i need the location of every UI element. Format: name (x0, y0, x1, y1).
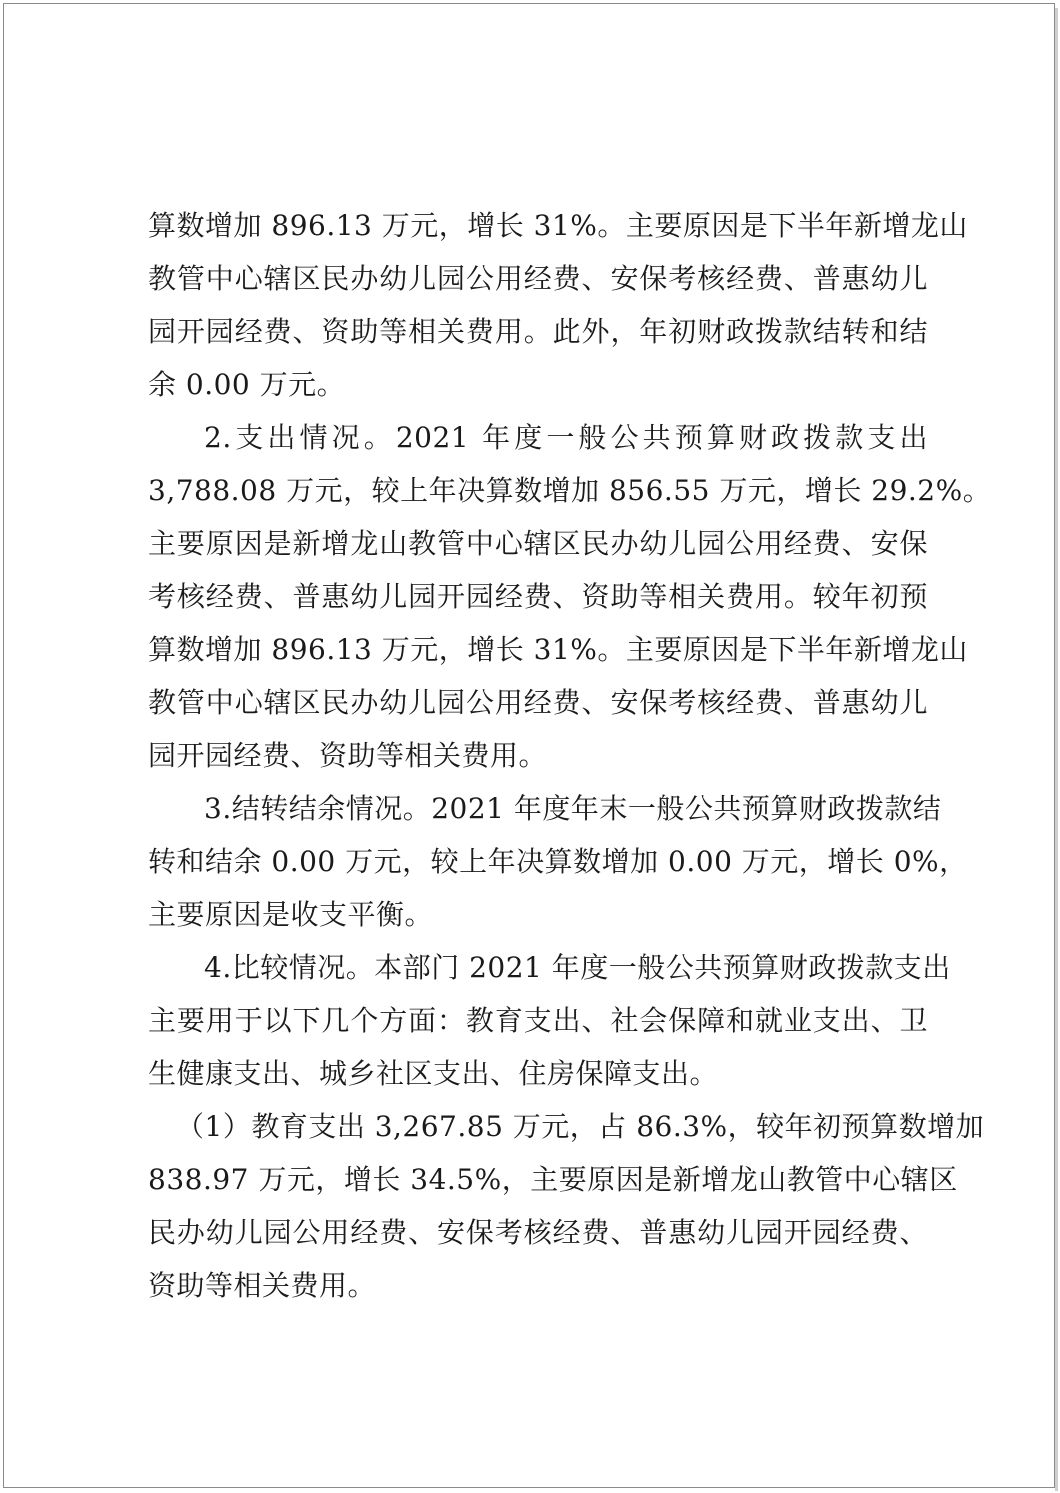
text-line: 算数增加 896.13 万元，增长 31%。主要原因是下半年新增龙山 (148, 209, 968, 242)
text-line: 2.支出情况。2021 年度一般公共预算财政拨款支出 (204, 421, 928, 454)
text-line: 838.97 万元，增长 34.5%，主要原因是新增龙山教管中心辖区 (148, 1163, 958, 1196)
text-line: 生健康支出、城乡社区支出、住房保障支出。 (148, 1057, 719, 1090)
text-line: 主要用于以下几个方面：教育支出、社会保障和就业支出、卫 (148, 1004, 928, 1037)
text-line: 教管中心辖区民办幼儿园公用经费、安保考核经费、普惠幼儿 (148, 262, 928, 295)
text-line: 考核经费、普惠幼儿园开园经费、资助等相关费用。较年初预 (148, 580, 928, 613)
text-line: 4.比较情况。本部门 2021 年度一般公共预算财政拨款支出 (204, 951, 951, 984)
text-line: 资助等相关费用。 (148, 1269, 377, 1302)
page-frame (3, 3, 1055, 1488)
text-line: 园开园经费、资助等相关费用。 (148, 739, 548, 772)
document-body (148, 199, 992, 1312)
text-line: 3,788.08 万元，较上年决算数增加 856.55 万元，增长 29.2%。 (148, 474, 992, 507)
text-line: 园开园经费、资助等相关费用。此外，年初财政拨款结转和结 (148, 315, 928, 348)
text-line: （1）教育支出 3,267.85 万元，占 86.3%，较年初预算数增加 (176, 1110, 985, 1143)
text-line: 主要原因是收支平衡。 (148, 898, 434, 931)
text-line: 转和结余 0.00 万元，较上年决算数增加 0.00 万元，增长 0%， (148, 845, 968, 878)
text-line: 教管中心辖区民办幼儿园公用经费、安保考核经费、普惠幼儿 (148, 686, 928, 719)
text-line: 3.结转结余情况。2021 年度年末一般公共预算财政拨款结 (204, 792, 942, 825)
text-line: 主要原因是新增龙山教管中心辖区民办幼儿园公用经费、安保 (148, 527, 928, 560)
text-line: 民办幼儿园公用经费、安保考核经费、普惠幼儿园开园经费、 (148, 1216, 928, 1249)
text-line: 余 0.00 万元。 (148, 368, 346, 401)
text-line: 算数增加 896.13 万元，增长 31%。主要原因是下半年新增龙山 (148, 633, 968, 666)
